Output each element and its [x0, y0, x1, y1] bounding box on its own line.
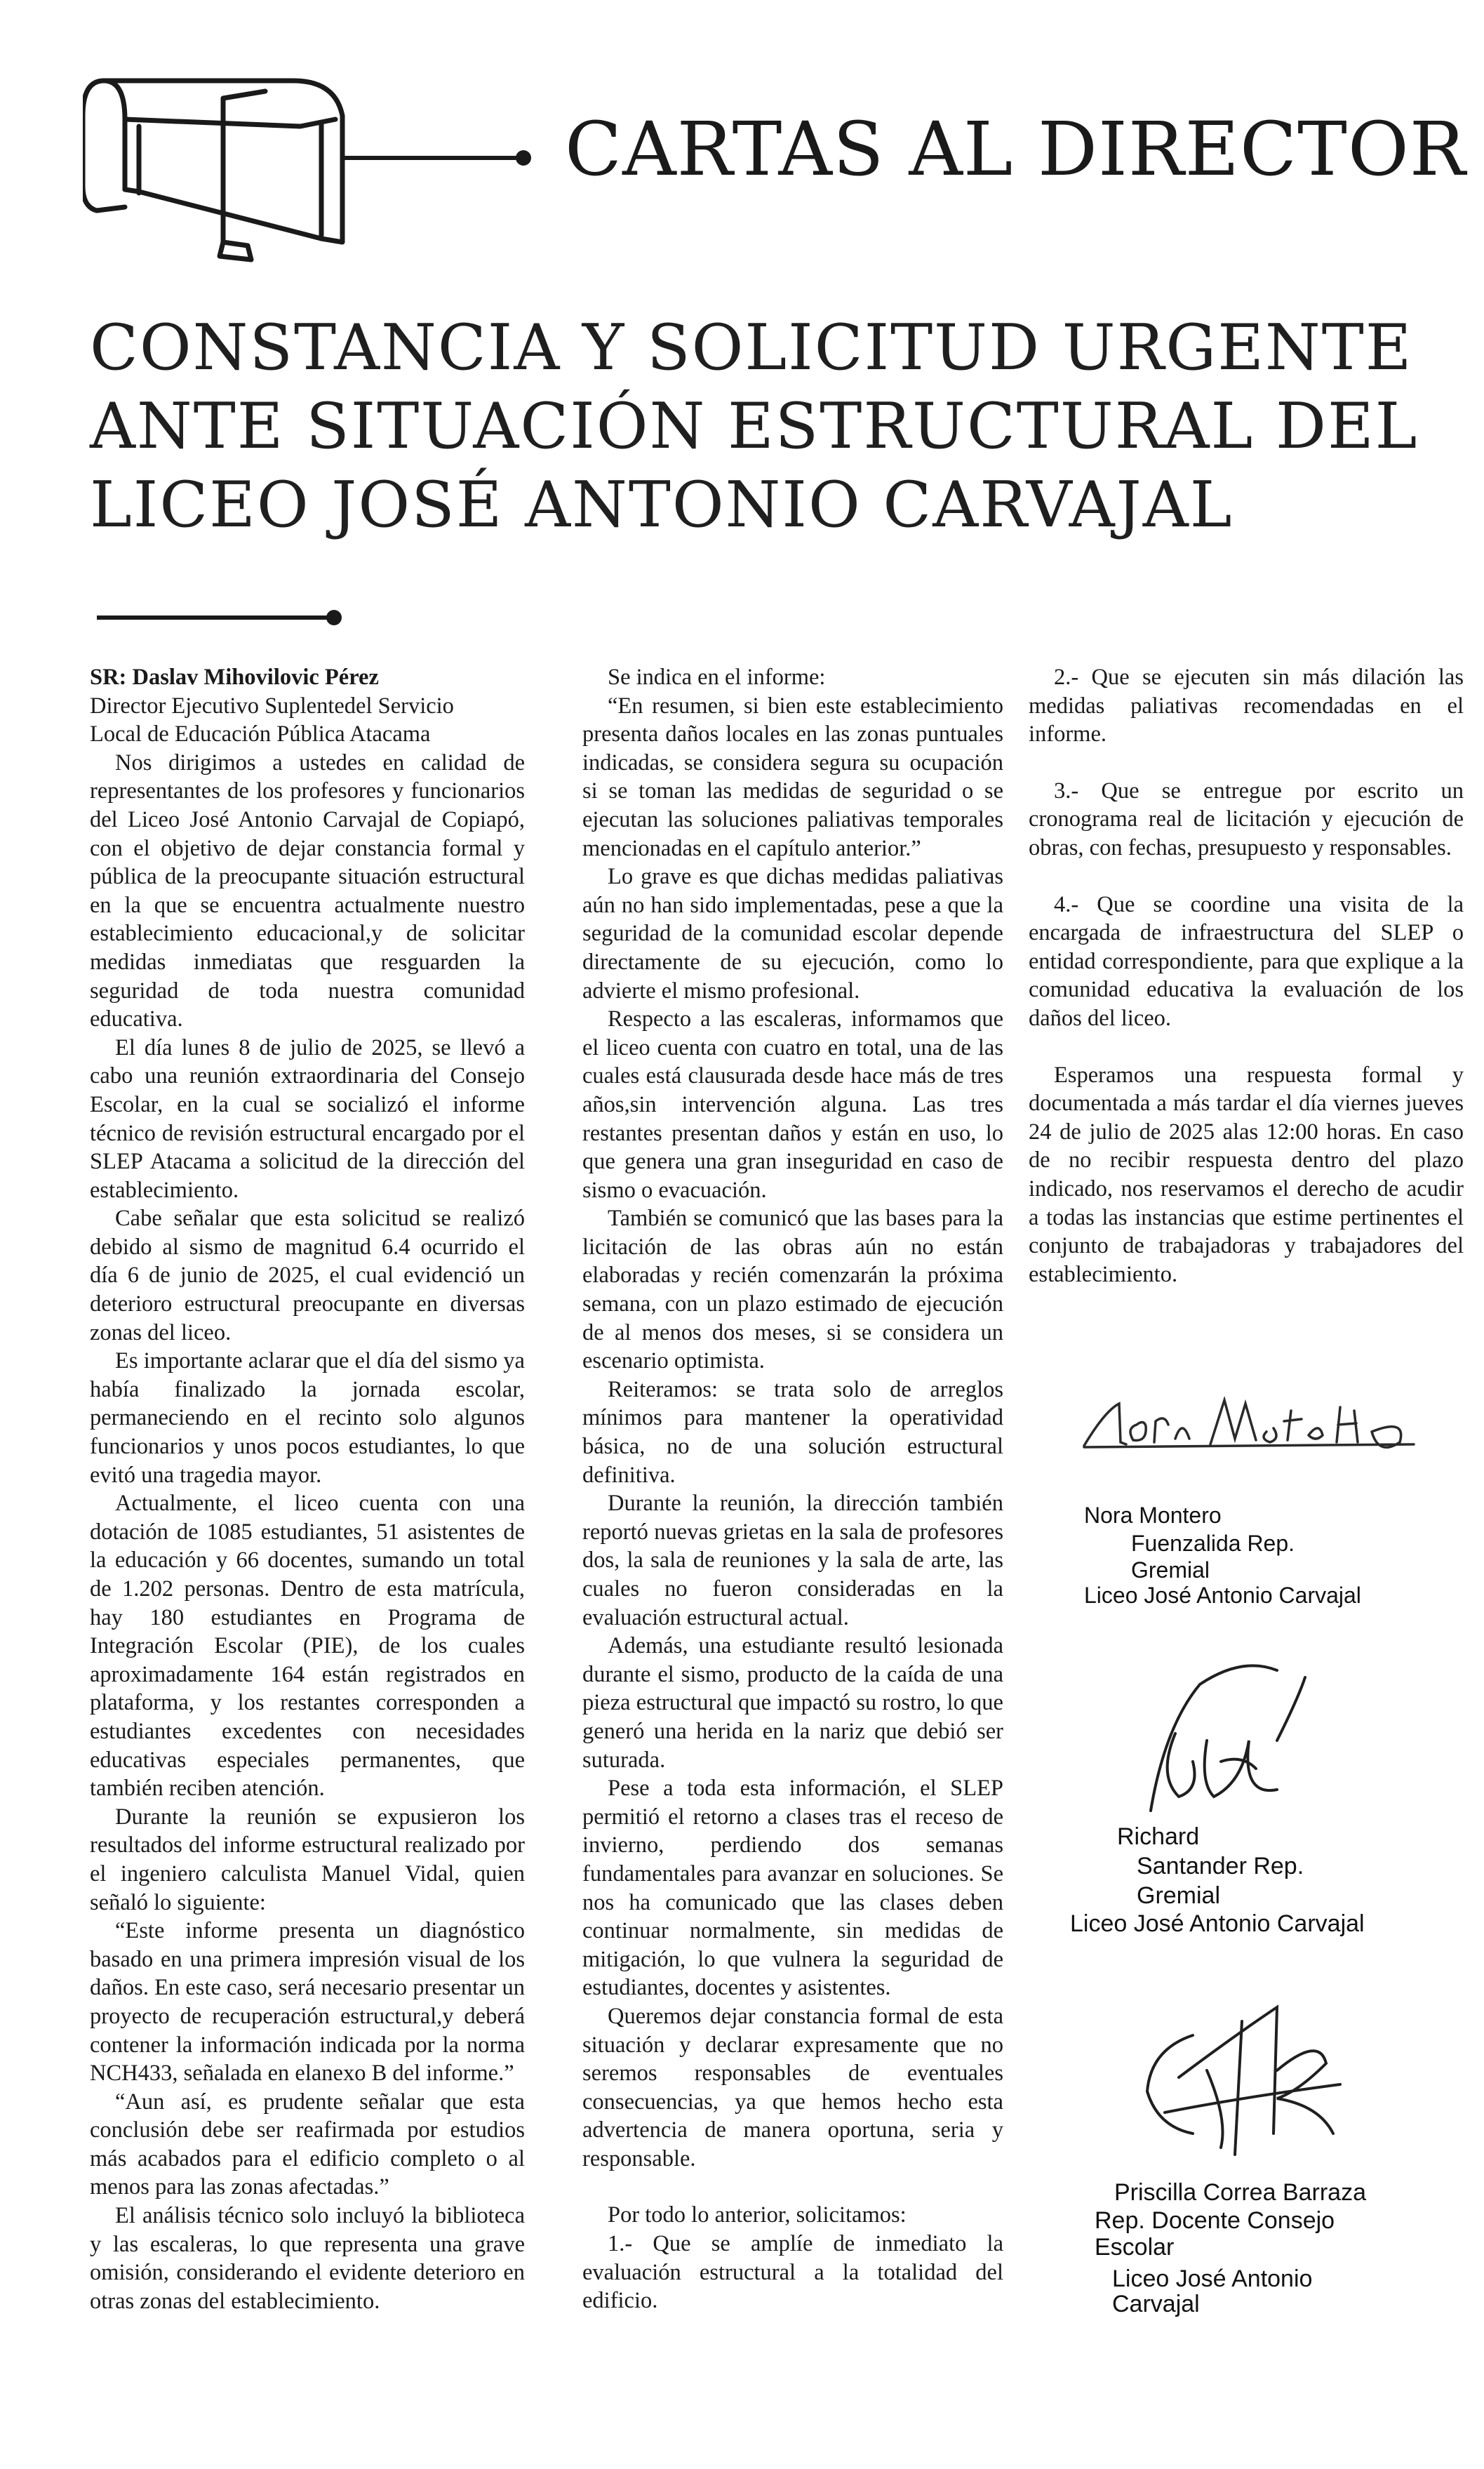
section-title: CARTAS AL DIRECTOR [565, 106, 1466, 192]
signature-1-line-1: Nora Montero [1084, 1503, 1222, 1528]
salutation: SR: Daslav Mihovilovic Pérez [90, 665, 379, 690]
signature-2-handwriting [1137, 1656, 1347, 1825]
headline-rule [97, 615, 339, 620]
signature-1-line-4: Liceo José Antonio Carvajal [1084, 1583, 1361, 1608]
signature-1-handwriting [1077, 1390, 1428, 1467]
paragraph: Cabe señalar que esta solicitud se realizó debido al sismo de magnitud 6.4 ocurrido el día 6 de junio de 2025, el cual evidenció un deterioro estructural preocupante en diversas zonas del liceo. [90, 1206, 525, 1345]
headline-line-1: CONSTANCIA Y SOLICITUD URGENTE [90, 311, 1413, 385]
paragraph: Queremos dejar constancia formal de esta situación y declarar expresamente que no seremos responsables de eventuales consecuencias, ya que hemos hecho esta advertencia de manera oportuna, seria y responsable. [582, 2003, 1003, 2171]
request-item-4: 4.- Que se coordine una visita de la encargada de infraestructura del SLEP o entidad correspondiente, para que explique a la comunidad educativa la evaluación de los daños del liceo. [1029, 891, 1464, 1031]
paragraph: El día lunes 8 de julio de 2025, se llevó a cabo una reunión extraordinaria del Consejo Escolar, en la cual se socializó el informe técnico de revisión estructural encargado por el SLEP Atacama a solicitud de la dirección del establecimiento. [90, 1034, 525, 1203]
signature-3-line-2: Rep. Docente Consejo [1095, 2207, 1335, 2234]
signature-3-line-1: Priscilla Correa Barraza [1114, 2179, 1366, 2206]
signature-2-line-1: Richard [1117, 1823, 1200, 1850]
signature-1-line-2: Fuenzalida Rep. [1131, 1531, 1295, 1556]
request-intro: Por todo lo anterior, solicitamos: [608, 2202, 907, 2228]
signature-2-line-2: Santander Rep. [1137, 1853, 1304, 1879]
headline-line-2: ANTE SITUACIÓN ESTRUCTURAL DEL [90, 390, 1419, 463]
letter-column-2 [582, 663, 1003, 2315]
paragraph: Durante la reunión, la dirección también reportó nuevas grietas en la sala de profesores dos, la sala de reuniones y la sala de arte, las cuales no fueron consideradas en la evaluación estructural actual. [582, 1491, 1003, 1630]
signature-3-line-5: Carvajal [1112, 2291, 1200, 2317]
signature-3-line-4: Liceo José Antonio [1112, 2265, 1313, 2292]
letter-column-3 [1029, 663, 1464, 1289]
recipient-role-1: Director Ejecutivo Suplentedel Servicio [90, 693, 454, 719]
request-item-3: 3.- Que se entregue por escrito un cronograma real de licitación y ejecución de obras, con fechas, presupuesto y responsables. [1029, 778, 1464, 860]
headline [90, 309, 1444, 545]
letter-column-1 [90, 663, 525, 2315]
paragraph: El análisis técnico solo incluyó la biblioteca y las escaleras, lo que representa una grave omisión, considerando el evidente deterioro en otras zonas del establecimiento. [90, 2203, 525, 2314]
paragraph: Se indica en el informe: [608, 665, 826, 690]
mailbox-icon [83, 67, 532, 263]
quote: “Este informe presenta un diagnóstico basado en una primera impresión visual de los daños. En este caso, será necesario presentar un proyecto de recuperación estructural,y deberá contener la información indicada por la norma NCH433, señalada en elanexo B del informe.” [90, 1918, 525, 2087]
request-item-1: 1.- Que se amplíe de inmediato la evaluación estructural a la totalidad del edificio. [582, 2231, 1003, 2314]
paragraph: Actualmente, el liceo cuenta con una dotación de 1085 estudiantes, 51 asistentes de la educación y 66 docentes, sumando un total de 1.202 personas. Dentro de esta matrícula, hay 180 estudiantes en Programa de Integración Escolar (PIE), de los cuales aproximadamente 164 están registrados en plataforma, y los restantes corresponden a estudiantes excedentes con necesidades educativas especiales permanentes, que también reciben atención. [90, 1491, 525, 1802]
paragraph: Reiteramos: se trata solo de arreglos mínimos para mantener la operatividad básica, no de una solución estructural definitiva. [582, 1376, 1003, 1488]
signature-1-line-3: Gremial [1131, 1557, 1210, 1583]
quote: “En resumen, si bien este establecimiento presenta daños locales en las zonas puntuales indicadas, se considera segura su ocupación si se toman las medidas de seguridad o se ejecutan las soluciones paliativas temporales mencionadas en el capítulo anterior.” [582, 693, 1003, 861]
paragraph: Lo grave es que dichas medidas paliativas aún no han sido implementadas, pese a que la seguridad de la comunidad escolar depende directamente de su ejecución, como lo advierte el mismo profesional. [582, 864, 1003, 1004]
paragraph: Respecto a las escaleras, informamos que el liceo cuenta con cuatro en total, una de las cuales está clausurada desde hace más de tres años,sin intervención alguna. Las tres restantes presentan daños y están en uso, lo que genera una gran inseguridad en caso de sismo o evacuación. [582, 1006, 1003, 1203]
paragraph: Durante la reunión se expusieron los resultados del informe estructural realizado por el ingeniero calculista Manuel Vidal, quien señaló lo siguiente: [90, 1804, 525, 1915]
quote: “Aun así, es prudente señalar que esta conclusión debe ser reafirmada por estudios más acabados para el edificio completo o al menos para las zonas afectadas.” [90, 2089, 525, 2200]
paragraph: Es importante aclarar que el día del sismo ya había finalizado la jornada escolar, permaneciendo en el recinto solo algunos funcionarios y unos pocos estudiantes, lo que evitó una tragedia mayor. [90, 1348, 525, 1488]
request-item-2: 2.- Que se ejecuten sin más dilación las medidas paliativas recomendadas en el informe. [1029, 665, 1464, 747]
headline-line-3: LICEO JOSÉ ANTONIO CARVAJAL [90, 468, 1234, 542]
paragraph: Nos dirigimos a ustedes en calidad de representantes de los profesores y funcionarios del Liceo José Antonio Carvajal de Copiapó, con el objetivo de dejar constancia formal y pública de la preocupante situación estructural en la que se encuentra actualmente nuestro establecimiento educacional,y de solicitar medidas inmediatas que resguarden la seguridad de toda nuestra comunidad educativa. [90, 750, 525, 1032]
signature-2-line-3: Gremial [1137, 1882, 1221, 1909]
signature-2-line-4: Liceo José Antonio Carvajal [1070, 1910, 1365, 1937]
paragraph: Además, una estudiante resultó lesionada durante el sismo, producto de la caída de una pieza estructural que impactó su rostro, lo que generó una herida en la nariz que debió ser suturada. [582, 1633, 1003, 1773]
closing-paragraph: Esperamos una respuesta formal y documentada a más tardar el día viernes jueves 24 de julio de 2025 alas 12:00 horas. En caso de no recibir respuesta dentro del plazo indicado, nos reservamos el derecho de acudir a todas las instancias que estime pertinentes el conjunto de trabajadoras y trabajadores del establecimiento. [1029, 1062, 1464, 1287]
signature-3-handwriting [1137, 1993, 1361, 2162]
signature-3-line-3: Escolar [1095, 2234, 1175, 2261]
paragraph: También se comunicó que las bases para la licitación de las obras aún no están elaboradas y recién comenzarán la próxima semana, con un plazo estimado de ejecución de al menos dos meses, si se considera un escenario optimista. [582, 1206, 1003, 1374]
paragraph: Pese a toda esta información, el SLEP permitió el retorno a clases tras el receso de invierno, perdiendo dos semanas fundamentales para avanzar en soluciones. Se nos ha comunicado que las clases deben continuar normalmente, sin medidas de mitigación, lo que vulnera la seguridad de estudiantes, docentes y asistentes. [582, 1776, 1003, 2001]
headline-rule-dot [326, 610, 342, 625]
recipient-role-2: Local de Educación Pública Atacama [90, 721, 431, 747]
